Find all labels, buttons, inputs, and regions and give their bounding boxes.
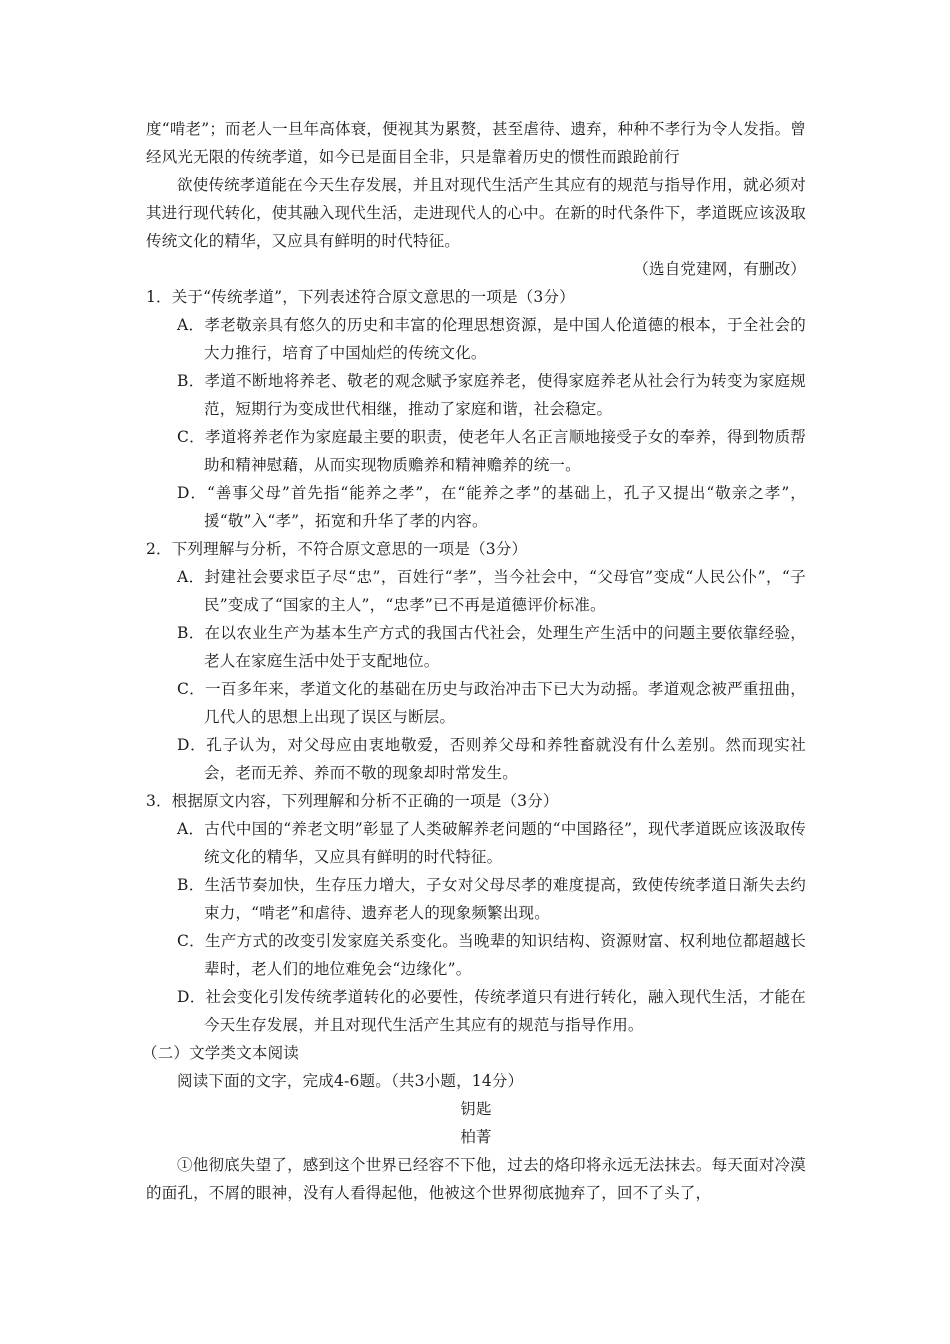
question-3 bbox=[146, 787, 806, 1039]
reading-instruction: 阅读下面的文字，完成4-6题。（共3小题，14分） bbox=[177, 1072, 524, 1090]
option-c: C．生产方式的改变引发家庭关系变化。当晚辈的知识结构、资源财富、权利地位都超越长辈时，老人们的地位难免会“边缘化”。 bbox=[177, 932, 806, 978]
option-a: A．封建社会要求臣子尽“忠”，百姓行“孝”，当今社会中，“父母官”变成“人民公仆”，“子民”变成了“国家的主人”，“忠孝”已不再是道德评价标准。 bbox=[177, 568, 806, 614]
option-b: B．在以农业生产为基本生产方式的我国古代社会，处理生产生活中的问题主要依靠经验，老人在家庭生活中处于支配地位。 bbox=[177, 624, 806, 670]
story-title: 钥匙 bbox=[460, 1100, 492, 1118]
option-b: B．生活节奏加快，生存压力增大，子女对父母尽孝的难度提高，致使传统孝道日渐失去约束力，“啃老”和虐待、遗弃老人的现象频繁出现。 bbox=[177, 876, 806, 922]
document-body bbox=[142, 115, 806, 1207]
option-c: C．孝道将养老作为家庭最主要的职责，使老年人名正言顺地接受子女的奉养，得到物质帮助和精神慰藉，从而实现物质赡养和精神赡养的统一。 bbox=[177, 428, 806, 474]
story-paragraph: ①他彻底失望了，感到这个世界已经容不下他，过去的烙印将永远无法抹去。每天面对冷漠的面孔，不屑的眼神，没有人看得起他，他被这个世界彻底抛弃了，回不了头了， bbox=[146, 1156, 806, 1202]
source-note: （选自党建网，有删改） bbox=[633, 260, 806, 278]
question-stem: 1．关于“传统孝道”，下列表述符合原文意思的一项是（3分） bbox=[146, 288, 575, 306]
story-author: 柏菁 bbox=[460, 1128, 492, 1146]
section-heading: （二）文学类文本阅读 bbox=[142, 1044, 300, 1062]
option-b: B．孝道不断地将养老、敬老的观念赋予家庭养老，使得家庭养老从社会行为转变为家庭规范，短期行为变成世代相继，推动了家庭和谐，社会稳定。 bbox=[177, 372, 806, 418]
option-d: D．社会变化引发传统孝道转化的必要性，传统孝道只有进行转化，融入现代生活，才能在今天生存发展，并且对现代生活产生其应有的规范与指导作用。 bbox=[177, 988, 806, 1034]
question-1 bbox=[146, 283, 806, 535]
option-d: D．“善事父母”首先指“能养之孝”，在“能养之孝”的基础上，孔子又提出“敬亲之孝”，援“敬”入“孝”，拓宽和升华了孝的内容。 bbox=[177, 484, 806, 530]
question-stem: 3．根据原文内容，下列理解和分析不正确的一项是（3分） bbox=[146, 792, 559, 810]
passage-paragraph: 欲使传统孝道能在今天生存发展，并且对现代生活产生其应有的规范与指导作用，就必须对其进行现代转化，使其融入现代生活，走进现代人的心中。在新的时代条件下，孝道既应该汲取传统文化的精华，又应具有鲜明的时代特征。 bbox=[146, 176, 806, 250]
question-2 bbox=[146, 535, 806, 787]
option-d: D．孔子认为，对父母应由衷地敬爱，否则养父母和养牲畜就没有什么差别。然而现实社会，老而无养、养而不敬的现象却时常发生。 bbox=[177, 736, 806, 782]
passage-paragraph: 度“啃老”；而老人一旦年高体衰，便视其为累赘，甚至虐待、遗弃，种种不孝行为令人发指。曾经风光无限的传统孝道，如今已是面目全非，只是靠着历史的惯性而踉跄前行 bbox=[146, 120, 806, 166]
option-a: A．孝老敬亲具有悠久的历史和丰富的伦理思想资源，是中国人伦道德的根本，于全社会的大力推行，培育了中国灿烂的传统文化。 bbox=[177, 316, 806, 362]
option-c: C．一百多年来，孝道文化的基础在历史与政治冲击下已大为动摇。孝道观念被严重扭曲，几代人的思想上出现了误区与断层。 bbox=[177, 680, 806, 726]
question-stem: 2．下列理解与分析，不符合原文意思的一项是（3分） bbox=[146, 540, 528, 558]
option-a: A．古代中国的“养老文明”彰显了人类破解养老问题的“中国路径”，现代孝道既应该汲取传统文化的精华，又应具有鲜明的时代特征。 bbox=[177, 820, 806, 866]
